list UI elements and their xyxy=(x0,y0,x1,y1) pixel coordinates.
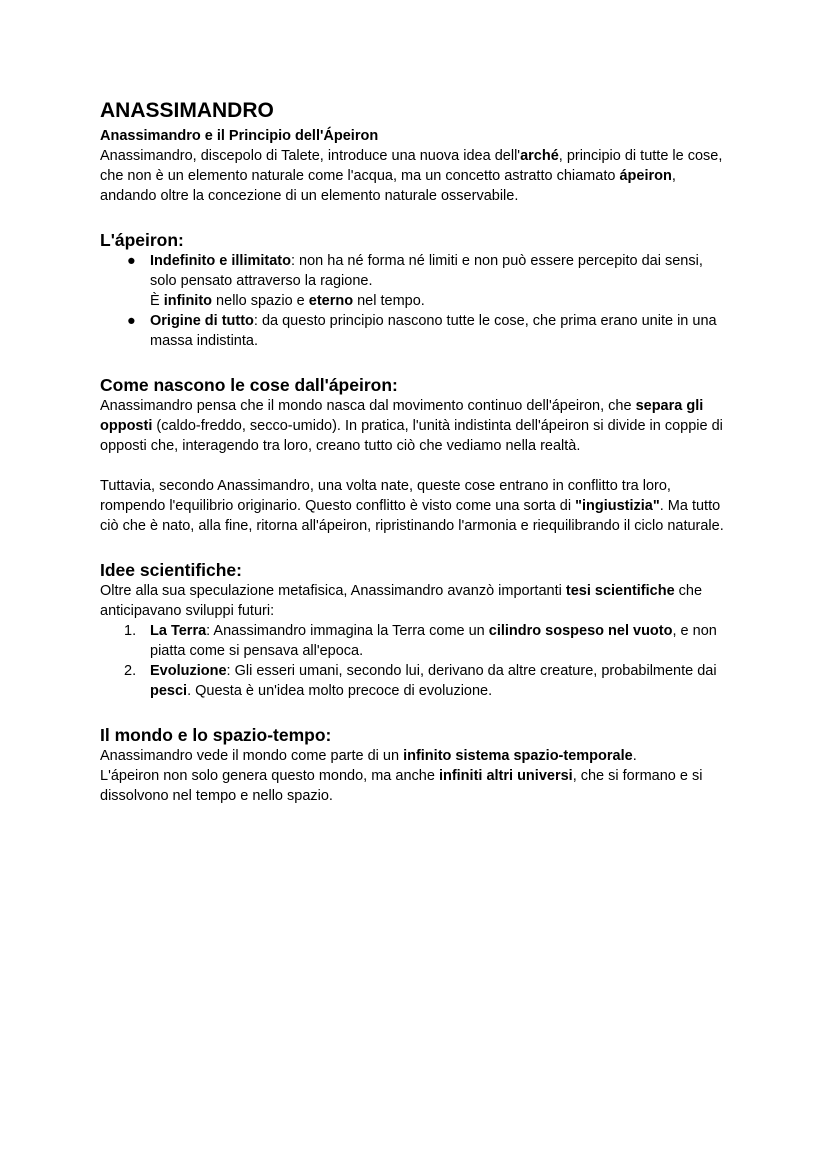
section-heading-mondo: Il mondo e lo spazio-tempo: xyxy=(100,725,332,745)
list-item: 1. La Terra: Anassimandro immagina la Terra come un cilindro sospeso nel vuoto, e non piatta come si pensava all'epoca. xyxy=(124,623,717,659)
list-number: 2. xyxy=(124,663,137,679)
bullet-icon: ● xyxy=(127,253,136,269)
document-subtitle: Anassimandro e il Principio dell'Ápeiron xyxy=(100,128,379,144)
apeiron-list xyxy=(100,251,730,351)
list-item: ● Origine di tutto: da questo principio nascono tutte le cose, che prima erano unite in una massa indistinta. xyxy=(127,313,717,349)
bullet-icon: ● xyxy=(127,313,136,329)
idee-intro-paragraph: Oltre alla sua speculazione metafisica, Anassimandro avanzò importanti tesi scientifiche che anticipavano sviluppi futuri: xyxy=(100,583,703,619)
document-page xyxy=(100,98,730,806)
nascita-paragraph-1: Anassimandro pensa che il mondo nasca dal movimento continuo dell'ápeiron, che separa gli opposti (caldo-freddo, secco-umido). In pratica, l'unità indistinta dell'ápeiron si divide in coppie di opposti che, interagendo tra loro, creano tutto ciò che vediamo nella realtà. xyxy=(100,398,723,454)
section-heading-nascita: Come nascono le cose dall'ápeiron: xyxy=(100,375,398,395)
intro-paragraph: Anassimandro, discepolo di Talete, introduce una nuova idea dell'arché, principio di tutte le cose, che non è un elemento naturale come l'acqua, ma un concetto astratto chiamato ápeiron, andando oltre la concezione di un elemento naturale osservabile. xyxy=(100,148,723,204)
section-heading-idee: Idee scientifiche: xyxy=(100,560,242,580)
nascita-paragraph-2: Tuttavia, secondo Anassimandro, una volta nate, queste cose entrano in conflitto tra loro, rompendo l'equilibrio originario. Questo conflitto è visto come una sorta di "ingiustizia". Ma tutto ciò che è nato, alla fine, ritorna all'ápeiron, ripristinando l'armonia e riequilibrando il ciclo naturale. xyxy=(100,478,724,534)
list-item: 2. Evoluzione: Gli esseri umani, secondo lui, derivano da altre creature, probabilmente dai pesci. Questa è un'idea molto precoce di evoluzione. xyxy=(124,663,717,699)
mondo-paragraph-1: Anassimandro vede il mondo come parte di un infinito sistema spazio-temporale. xyxy=(100,748,637,764)
document-title: ANASSIMANDRO xyxy=(100,99,274,122)
idee-list xyxy=(100,621,730,701)
list-number: 1. xyxy=(124,623,137,639)
section-heading-apeiron: L'ápeiron: xyxy=(100,230,184,250)
mondo-paragraph-2: L'ápeiron non solo genera questo mondo, ma anche infiniti altri universi, che si formano e si dissolvono nel tempo e nello spazio. xyxy=(100,768,703,804)
list-item: ● Indefinito e illimitato: non ha né forma né limiti e non può essere percepito dai sensi, solo pensato attraverso la ragione. È infinito nello spazio e eterno nel tempo. xyxy=(127,253,703,309)
